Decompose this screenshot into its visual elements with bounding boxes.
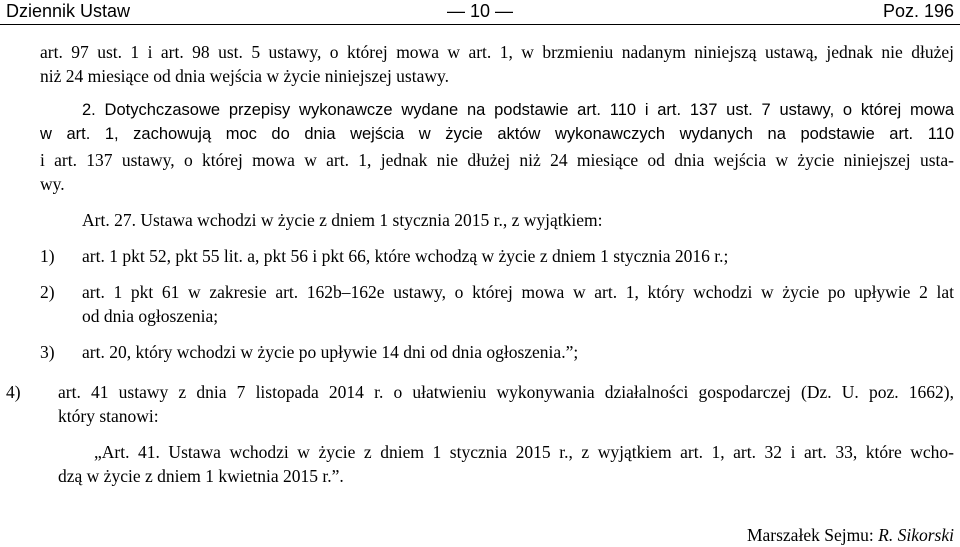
paragraph-line: niż 24 miesiące od dnia wejścia w życie niniejszej ustawy. [40,66,450,86]
list-number: 4) [6,382,21,402]
list-item: art. 1 pkt 61 w zakresie art. 162b–162e ustawy, o której mowa w art. 1, który wchodzi w życie po upływie 2 lat [82,282,954,302]
list-number: 3) [40,342,55,362]
paragraph-line: art. 97 ust. 1 i art. 98 ust. 5 ustawy, o której mowa w art. 1, w brzmieniu nadanym niniejszą ustawą, jednak nie dłużej [40,42,954,62]
paragraph-line: w art. 1, zachowują moc do dnia wejścia w życie aktów wykonawczych wydanych na podstawie art. 110 [40,125,954,143]
list-number: 2) [40,282,55,302]
list-item: art. 20, który wchodzi w życie po upływie 14 dni od dnia ogłoszenia.”; [82,342,579,362]
signature [747,524,954,546]
list-item-continuation: który stanowi: [58,406,159,426]
quoted-text: dzą w życie z dniem 1 kwietnia 2015 r.”. [58,466,344,486]
list-item-continuation: od dnia ogłoszenia; [82,306,219,326]
article-heading: Art. 27. Ustawa wchodzi w życie z dniem 1 stycznia 2015 r., z wyjątkiem: [82,210,603,230]
list-number: 1) [40,246,55,266]
paragraph-line: 2. Dotychczasowe przepisy wykonawcze wydane na podstawie art. 110 i art. 137 ust. 7 ustawy, o której mowa [82,101,954,119]
paragraph-line: i art. 137 ustawy, o której mowa w art. 1, jednak nie dłużej niż 24 miesiące od dnia wejścia w życie niniejszej usta- [40,150,954,170]
signature-label: Marszałek Sejmu: [746,525,879,545]
page-header [0,0,960,30]
position-number: Poz. 196 [882,1,954,21]
header-rule [0,24,960,25]
quoted-text: „Art. 41. Ustawa wchodzi w życie z dniem 1 stycznia 2015 r., z wyjątkiem art. 1, art. 32 i art. 33, które wcho- [94,442,954,462]
journal-title: Dziennik Ustaw [6,1,131,21]
list-item: art. 41 ustawy z dnia 7 listopada 2014 r. o ułatwieniu wykonywania działalności gospodarczej (Dz. U. poz. 1662), [58,382,954,402]
paragraph-line: wy. [40,174,65,194]
page-number: — 10 — [446,1,514,21]
list-item: art. 1 pkt 52, pkt 55 lit. a, pkt 56 i pkt 66, które wchodzą w życie z dniem 1 stycznia 2016 r.; [82,246,729,266]
signature-name: R. Sikorski [878,525,954,545]
